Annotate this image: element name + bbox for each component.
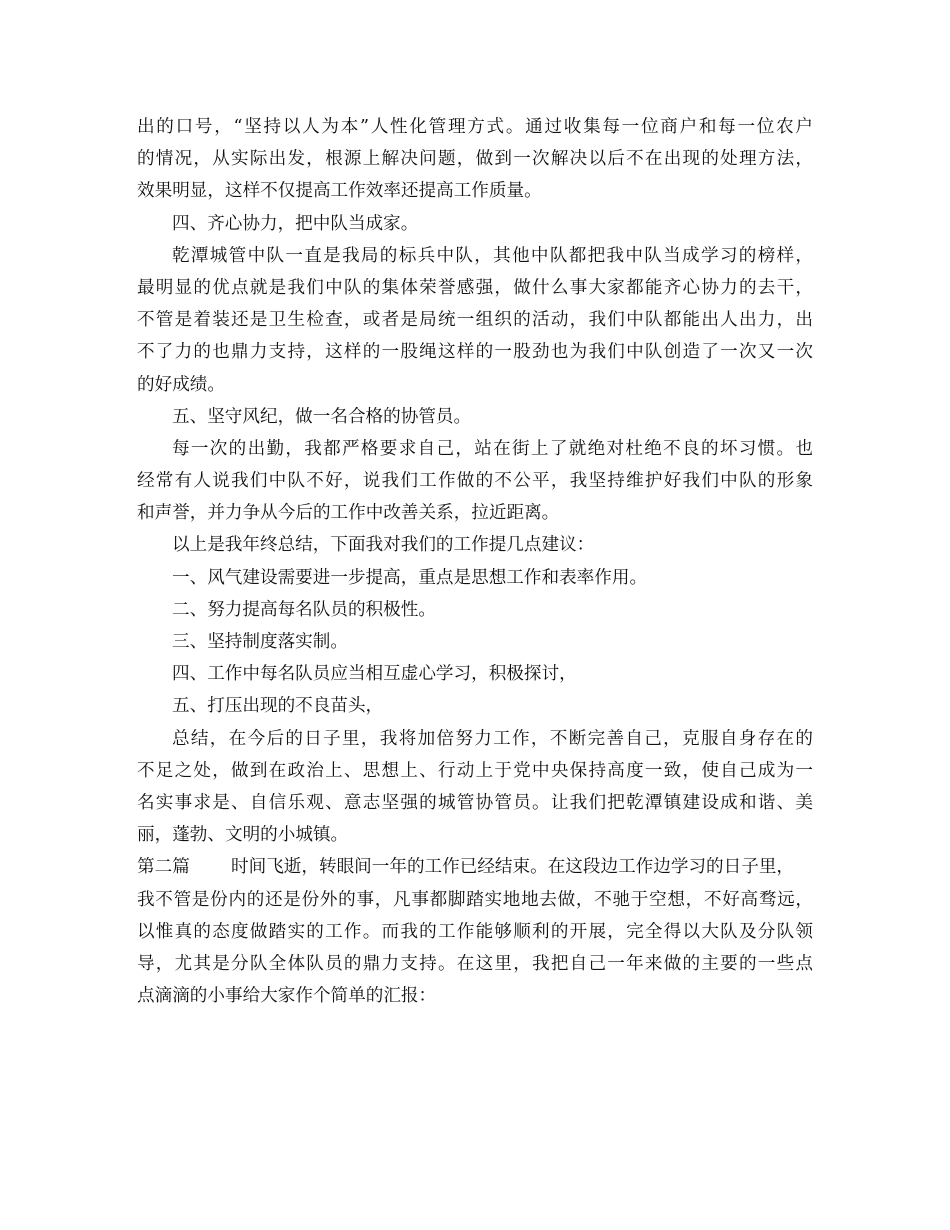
section-opening-text: 时间飞逝，转眼间一年的工作已经结束。在这段边工作边学习的日子里， — [231, 857, 795, 878]
text-line: 导，尤其是分队全体队员的鼎力支持。在这里，我把自己一年来做的主要的一些点 — [137, 953, 813, 974]
suggestion-item: 二、努力提高每名队员的积极性。 — [172, 599, 436, 620]
text-line — [137, 851, 813, 883]
suggestion-item: 五、打压出现的不良苗头， — [172, 696, 384, 717]
text-line: 不足之处，做到在政治上、思想上、行动上于党中央保持高度一致，使自己成为一 — [137, 760, 813, 781]
text-line: 效果明显，这样不仅提高工作效率还提高工作质量。 — [137, 181, 542, 202]
document-page — [137, 111, 813, 1012]
text-line: 最明显的优点就是我们中队的集体荣誉感强，做什么事大家都能齐心协力的去干， — [137, 277, 813, 298]
suggestion-item: 一、风气建设需要进一步提高，重点是思想工作和表率作用。 — [172, 567, 648, 588]
text-line: 的情况，从实际出发，根源上解决问题，做到一次解决以后不在出现的处理方法， — [137, 149, 813, 170]
section-heading: 五、坚守风纪，做一名合格的协管员。 — [172, 406, 472, 427]
text-line: 我不管是份内的还是份外的事，凡事都脚踏实地地去做，不驰于空想，不好高骛远， — [137, 889, 813, 910]
text-line: 不管是着装还是卫生检查，或者是局统一组织的活动，我们中队都能出人出力，出 — [137, 310, 813, 331]
suggestion-item: 三、坚持制度落实制。 — [172, 632, 348, 652]
text-line: 乾潭城管中队一直是我局的标兵中队，其他中队都把我中队当成学习的榜样， — [172, 245, 813, 266]
suggestion-item: 四、工作中每名队员应当相互虚心学习，积极探讨， — [172, 664, 577, 685]
section-heading: 四、齐心协力，把中队当成家。 — [172, 213, 419, 234]
text-line: 丽，蓬勃、文明的小城镇。 — [137, 825, 349, 846]
text-line: 总结，在今后的日子里，我将加倍努力工作，不断完善自己，克服自身存在的 — [172, 728, 813, 749]
text-line: 以惟真的态度做踏实的工作。而我的工作能够顺利的开展，完全得以大队及分队领 — [137, 921, 813, 942]
text-line: 和声誉，并力争从今后的工作中改善关系，拉近距离。 — [137, 503, 560, 524]
text-line: 出的口号，“坚持以人为本”人性化管理方式。通过收集每一位商户和每一位农户 — [137, 117, 813, 137]
text-line: 以上是我年终总结，下面我对我们的工作提几点建议： — [172, 535, 595, 556]
text-line: 经常有人说我们中队不好，说我们工作做的不公平，我坚持维护好我们中队的形象 — [137, 471, 813, 492]
section-label: 第二篇 — [137, 857, 190, 878]
text-line: 不了力的也鼎力支持，这样的一股绳这样的一股劲也为我们中队创造了一次又一次 — [137, 342, 813, 363]
text-line: 每一次的出勤，我都严格要求自己，站在街上了就绝对杜绝不良的坏习惯。也 — [172, 438, 813, 459]
text-line: 名实事求是、自信乐观、意志坚强的城管协管员。让我们把乾潭镇建设成和谐、美 — [137, 792, 813, 813]
text-line: 点滴滴的小事给大家作个简单的汇报： — [137, 986, 437, 1007]
text-line: 的好成绩。 — [137, 374, 225, 395]
